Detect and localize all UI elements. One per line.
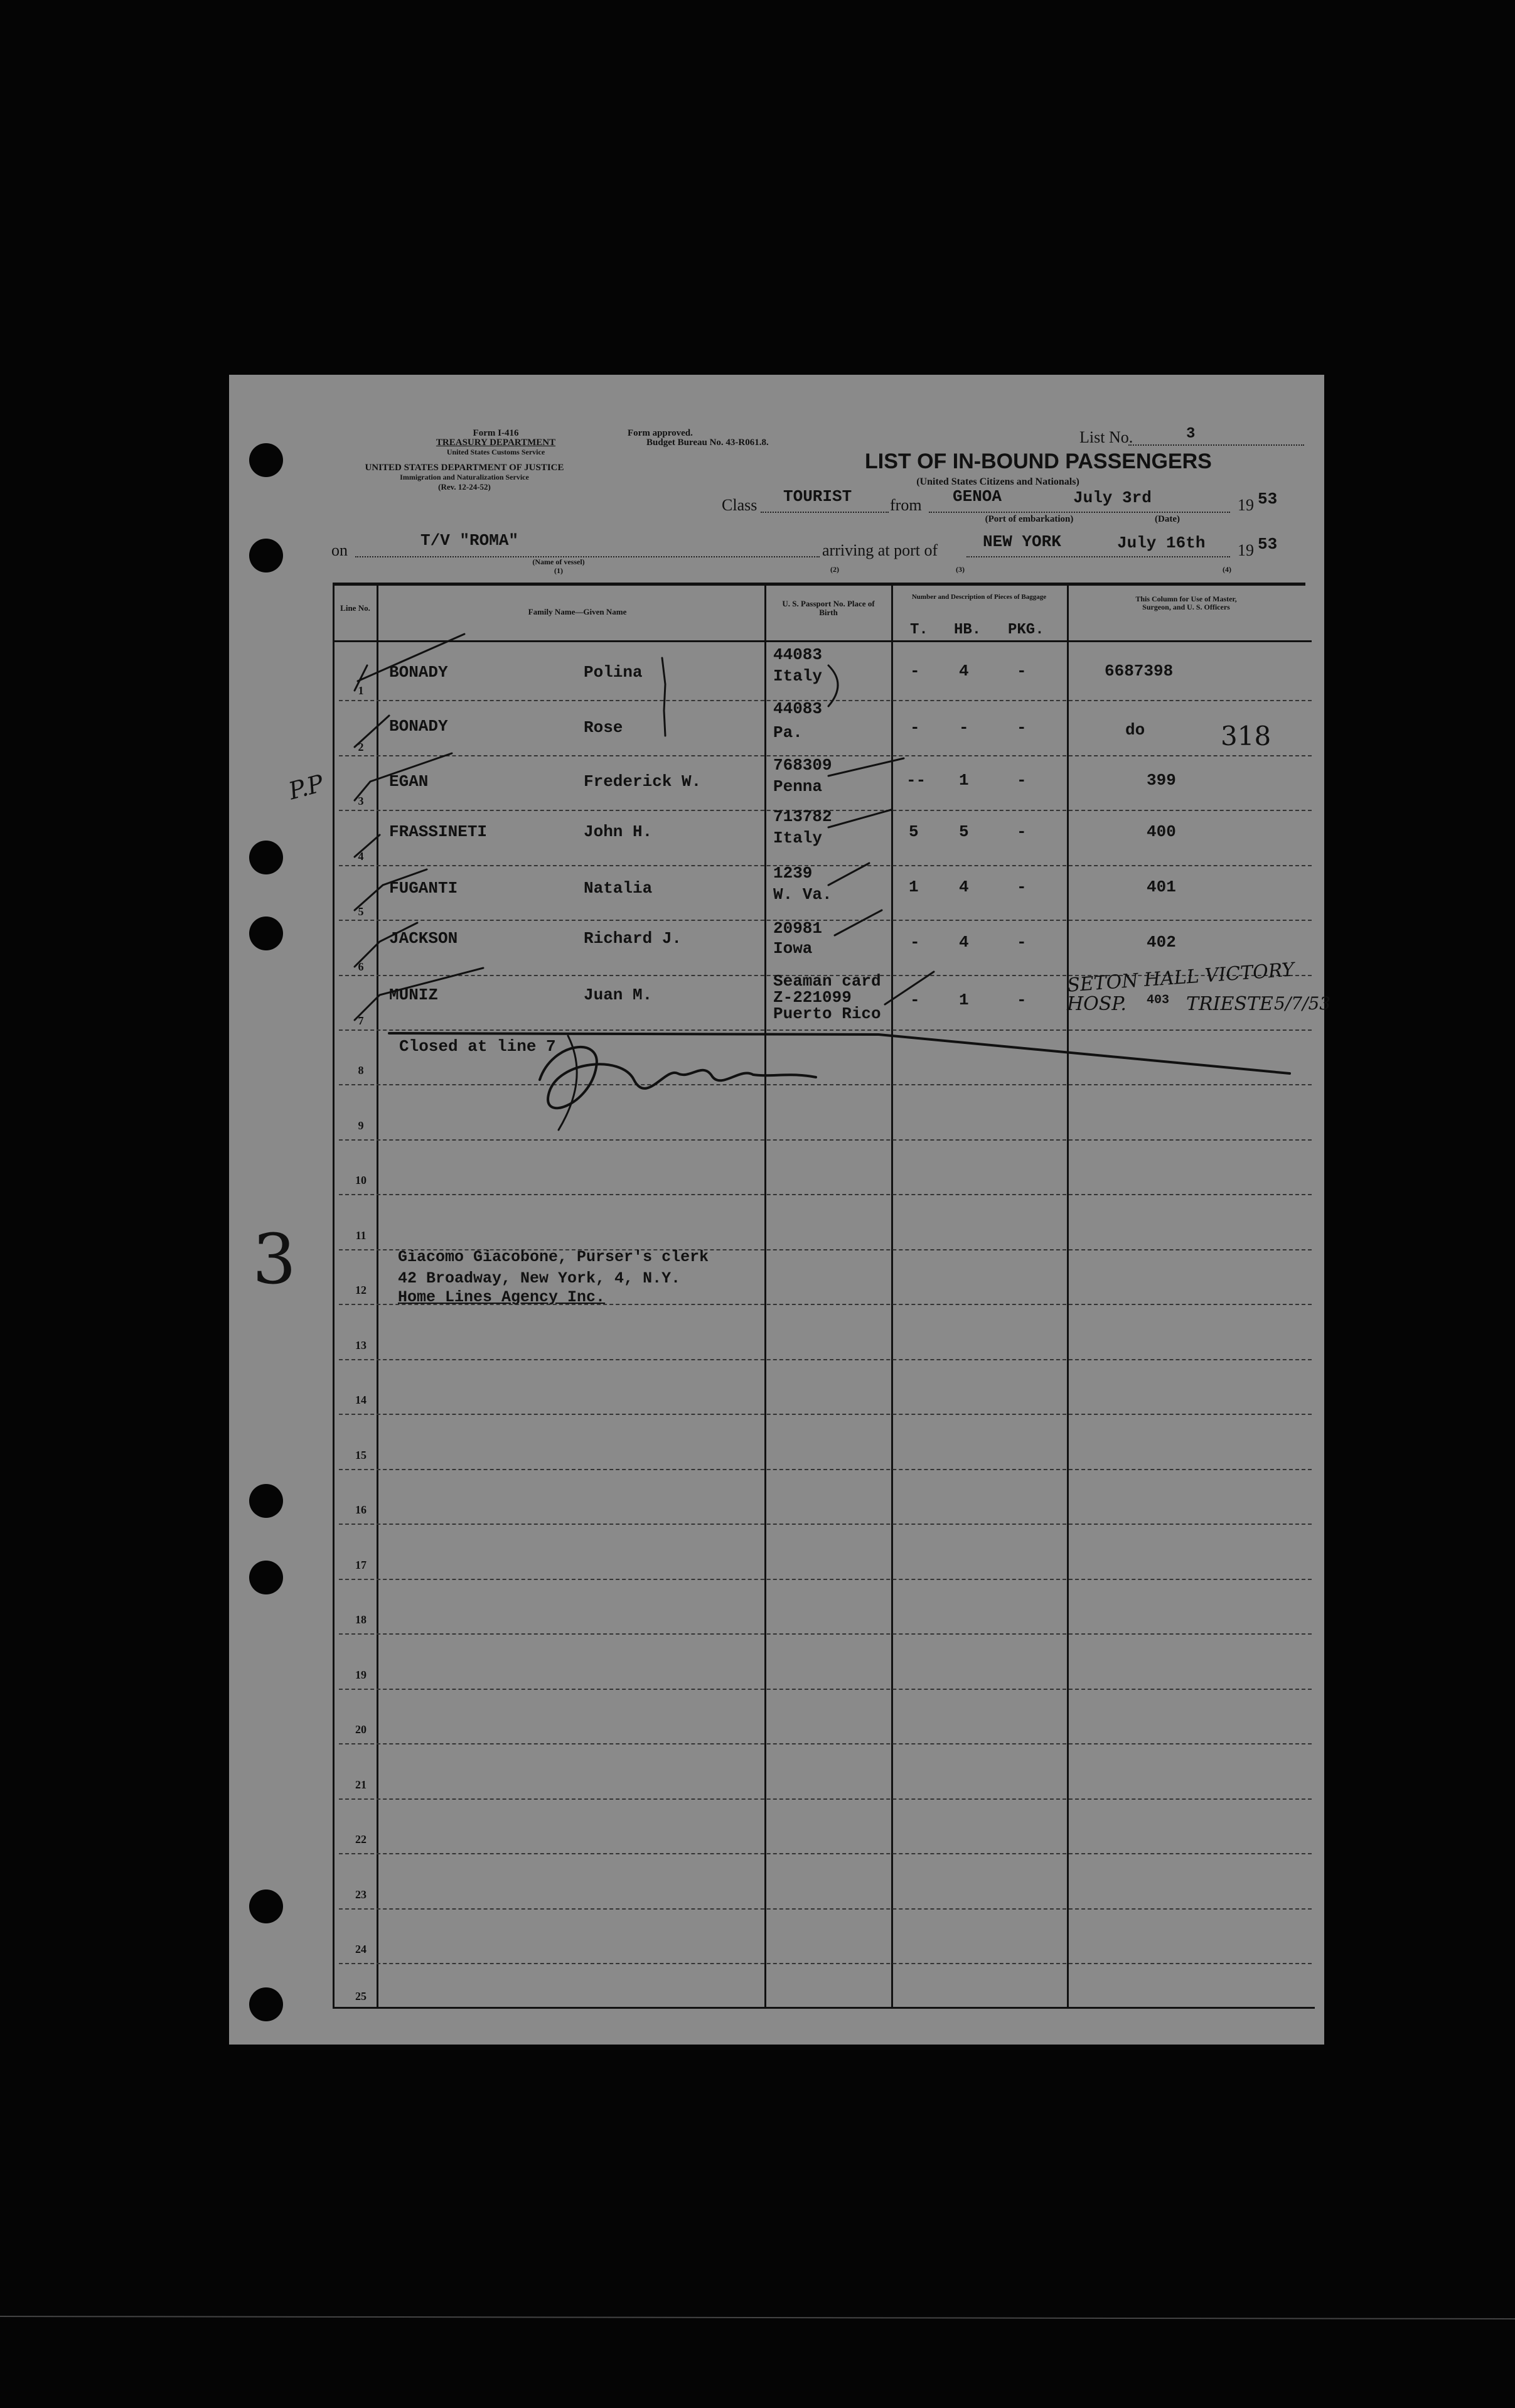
place-of-birth: Italy: [773, 829, 823, 847]
officer-note: 400: [1147, 822, 1176, 841]
col-header-bag-t: T.: [910, 621, 928, 638]
year-prefix-1: 19: [1238, 496, 1254, 514]
place-of-birth: W. Va.: [773, 885, 832, 904]
col-header-bag-hb: HB.: [954, 621, 982, 638]
customs-service: United States Customs Service: [446, 448, 545, 456]
passport-number: 713782: [773, 807, 832, 826]
check-mark: [355, 753, 452, 800]
arrival-port: NEW YORK: [983, 532, 1061, 551]
bag-pkg: -: [1017, 718, 1027, 737]
bracket-mark: [828, 665, 838, 706]
embark-port: GENOA: [953, 487, 1002, 506]
class-value: TOURIST: [783, 487, 852, 506]
passport-number: 44083: [773, 699, 823, 718]
check-mark: [885, 972, 934, 1004]
vessel-caption: (Name of vessel): [532, 557, 585, 566]
closed-at-line: Closed at line 7: [399, 1037, 556, 1056]
line-number: 13: [355, 1339, 367, 1352]
muniz-note-line-1: SETON HALL VICTORY: [1066, 959, 1295, 997]
bag-t: 1: [909, 878, 919, 896]
family-name: MUNIZ: [389, 986, 439, 1004]
year-2: 53: [1258, 535, 1278, 554]
line-number: 21: [355, 1778, 367, 1791]
line-number: 5: [358, 905, 364, 918]
bag-t: -: [910, 933, 920, 952]
line-number: 23: [355, 1888, 367, 1901]
bag-hb: 5: [959, 822, 969, 841]
line-number: 12: [355, 1284, 367, 1296]
caption-3: (3): [956, 565, 965, 574]
purser-line-3: Home Lines Agency Inc.: [398, 1288, 606, 1306]
check-mark: [835, 910, 882, 935]
muniz-note-line-2: HOSP.: [1067, 993, 1127, 1015]
line-number: 3: [358, 795, 364, 807]
given-name: John H.: [584, 822, 653, 841]
passport-number: Seaman card: [773, 972, 881, 991]
officer-note: 6687398: [1105, 662, 1174, 680]
line-number: 16: [355, 1503, 367, 1516]
muniz-note-line-4: 5/7/53: [1274, 993, 1331, 1014]
line-number: 25: [355, 1990, 367, 2002]
officer-note: 401: [1147, 878, 1176, 896]
officer-note: 402: [1147, 933, 1176, 952]
year-1: 53: [1258, 490, 1278, 508]
line-number: 18: [355, 1613, 367, 1626]
officer-note: 403: [1147, 993, 1170, 1008]
bag-t: -: [910, 991, 920, 1009]
line-number: 22: [355, 1833, 367, 1846]
family-name: FRASSINETI: [389, 822, 488, 841]
line-number: 20: [355, 1723, 367, 1736]
given-name: Polina: [584, 663, 643, 682]
bag-t: 5: [909, 822, 919, 841]
officer-note: do: [1125, 721, 1145, 739]
check-mark: [355, 634, 464, 691]
passport-number: 44083: [773, 645, 823, 664]
budget-bureau: Budget Bureau No. 43-R061.8.: [646, 438, 769, 448]
class-label: Class: [722, 496, 758, 514]
place-of-birth: Pa.: [773, 723, 803, 742]
bag-t: -: [910, 662, 920, 680]
given-name: Richard J.: [584, 929, 682, 948]
bag-hb: 4: [959, 878, 969, 896]
caption-4: (4): [1223, 565, 1231, 574]
family-name: BONADY: [389, 663, 448, 682]
passport-number: 1239: [773, 864, 813, 883]
line-number: 9: [358, 1119, 364, 1132]
bag-hb: 1: [959, 991, 969, 1009]
bag-pkg: -: [1017, 933, 1027, 952]
line-number: 19: [355, 1669, 367, 1681]
department-of-justice: UNITED STATES DEPARTMENT OF JUSTICE: [365, 463, 564, 473]
bracket-mark: [662, 658, 665, 736]
col-header-baggage: Number and Description of Pieces of Baggage: [911, 593, 1047, 601]
line-number: 10: [355, 1174, 367, 1186]
col-header-officers: This Column for Use of Master, Surgeon, and U. S. Officers: [1135, 594, 1237, 611]
embark-caption: (Port of embarkation): [985, 514, 1074, 524]
col-header-line-no: Line No.: [340, 603, 370, 613]
passport-number-2: Z-221099: [773, 988, 852, 1007]
col-header-passport: U. S. Passport No. Place of Birth: [782, 599, 875, 617]
year-prefix-2: 19: [1238, 541, 1254, 559]
given-name: Frederick W.: [584, 772, 702, 791]
bag-pkg: -: [1017, 878, 1027, 896]
caption-2: (2): [830, 565, 839, 574]
muniz-note-line-3: TRIESTE: [1186, 993, 1273, 1015]
officer-note: 399: [1147, 771, 1176, 790]
vessel-name: T/V "ROMA": [420, 531, 519, 550]
vessel-caption-no: (1): [554, 566, 563, 575]
line-number: 17: [355, 1559, 367, 1571]
place-of-birth: Puerto Rico: [773, 1004, 881, 1023]
bag-pkg: -: [1017, 771, 1027, 790]
col-header-name: Family Name—Given Name: [528, 607, 627, 616]
treasury-department: TREASURY DEPARTMENT: [436, 438, 556, 448]
bag-hb: 4: [959, 933, 969, 952]
given-name: Juan M.: [584, 986, 653, 1004]
given-name: Rose: [584, 718, 623, 737]
passport-number: 768309: [773, 756, 832, 775]
line-number: 7: [358, 1014, 364, 1027]
family-name: FUGANTI: [389, 879, 458, 898]
place-of-birth: Italy: [773, 667, 823, 685]
bag-hb: -: [959, 718, 969, 737]
from-label: from: [890, 496, 922, 514]
line-number: 6: [358, 960, 364, 973]
bag-pkg: -: [1017, 822, 1027, 841]
family-name: JACKSON: [389, 929, 458, 948]
place-of-birth: Iowa: [773, 939, 813, 958]
note-318: 318: [1221, 721, 1271, 751]
list-no-value: 3: [1186, 426, 1196, 443]
bag-t: -: [910, 718, 920, 737]
check-mark: [355, 923, 417, 967]
on-label: on: [331, 541, 348, 559]
list-no-label: List No.: [1079, 428, 1133, 446]
bag-pkg: -: [1017, 991, 1027, 1009]
passport-number: 20981: [773, 919, 823, 938]
line-number: 24: [355, 1943, 367, 1955]
bottom-edge-line: [0, 2316, 1515, 2319]
line-number: 2: [358, 741, 364, 753]
line-number: 4: [358, 850, 364, 863]
date-caption: (Date): [1155, 514, 1180, 524]
check-mark: [355, 869, 427, 910]
line-number: 1: [358, 684, 364, 697]
arriving-label: arriving at port of: [822, 541, 938, 559]
signature: [540, 1047, 816, 1108]
margin-pp-note: P.P: [286, 769, 327, 805]
form-approved: Form approved.: [628, 428, 693, 438]
check-mark: [828, 863, 869, 885]
line-number: 15: [355, 1449, 367, 1461]
line-number: 11: [355, 1229, 367, 1242]
given-name: Natalia: [584, 879, 653, 898]
bag-pkg: -: [1017, 662, 1027, 680]
check-mark: [355, 716, 389, 747]
bag-hb: 4: [959, 662, 969, 680]
family-name: EGAN: [389, 772, 429, 791]
revision-date: (Rev. 12-24-52): [438, 482, 491, 492]
form-subtitle: (United States Citizens and Nationals): [916, 476, 1079, 487]
bag-t: --: [906, 771, 926, 790]
bag-hb: 1: [959, 771, 969, 790]
purser-line-1: Giacomo Giacobone, Purser's clerk: [398, 1248, 709, 1266]
ins-service: Immigration and Naturalization Service: [400, 473, 529, 481]
purser-line-2: 42 Broadway, New York, 4, N.Y.: [398, 1269, 681, 1287]
family-name: BONADY: [389, 717, 448, 736]
check-mark: [828, 810, 891, 827]
col-header-bag-pkg: PKG.: [1008, 621, 1044, 638]
line-number: 8: [358, 1064, 364, 1077]
form-title: LIST OF IN-BOUND PASSENGERS: [865, 449, 1212, 473]
line-number: 14: [355, 1394, 367, 1406]
arrival-date: July 16th: [1117, 534, 1206, 552]
check-mark: [828, 758, 904, 776]
embark-date: July 3rd: [1073, 488, 1152, 507]
place-of-birth: Penna: [773, 777, 823, 796]
check-mark: [355, 835, 380, 857]
closing-line: [389, 1033, 1290, 1073]
form-number: Form I-416: [473, 428, 519, 438]
margin-3-note: 3: [252, 1219, 296, 1299]
check-mark: [355, 968, 483, 1020]
